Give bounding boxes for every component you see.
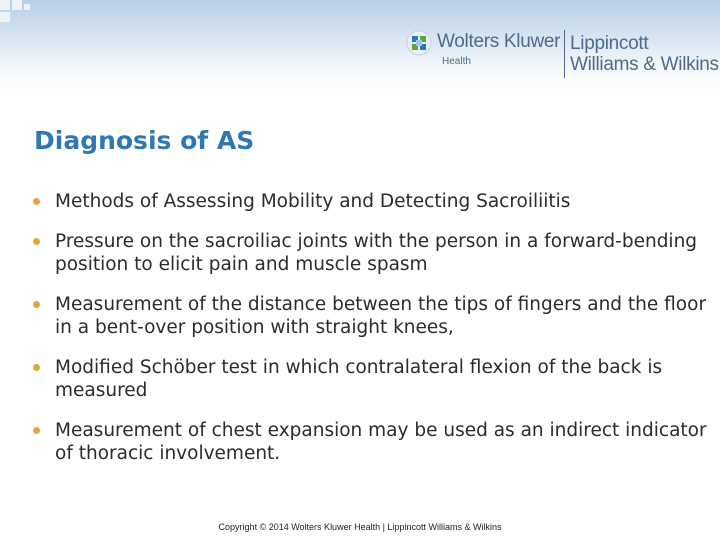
bullet-item — [30, 230, 710, 276]
brand-name: Wolters Kluwer — [437, 31, 561, 52]
bullet-dot-icon — [33, 238, 40, 245]
partner-name-line-1: Lippincott — [570, 33, 649, 54]
wolters-kluwer-logo-icon — [406, 30, 432, 56]
logo-divider — [564, 30, 565, 78]
bullet-dot-icon — [33, 301, 40, 308]
publisher-logo — [406, 28, 718, 80]
bullet-text: Pressure on the sacroiliac joints with the person in a forward-bending position to elicit pain and muscle spasm — [55, 231, 698, 275]
bullet-dot-icon — [33, 198, 40, 205]
bullet-dot-icon — [33, 364, 40, 371]
partner-name-line-2: Williams & Wilkins — [570, 54, 719, 75]
brand-subtitle: Health — [442, 56, 471, 67]
bullet-text: Methods of Assessing Mobility and Detecting Sacroiliitis — [55, 191, 571, 212]
bullet-list — [30, 190, 710, 482]
copyright-footer: Copyright © 2014 Wolters Kluwer Health | Lippincott Williams & Wilkins — [218, 522, 502, 532]
bullet-text: Measurement of the distance between the tips of fingers and the floor in a bent-over position with straight knees, — [55, 294, 707, 338]
bullet-text: Modified Schöber test in which contralateral flexion of the back is measured — [55, 357, 663, 401]
bullet-item — [30, 190, 710, 213]
header-band — [0, 0, 720, 92]
slide-title: Diagnosis of AS — [34, 126, 255, 155]
bullet-dot-icon — [33, 427, 40, 434]
corner-decoration — [0, 0, 40, 30]
bullet-text: Measurement of chest expansion may be used as an indirect indicator of thoracic involvement. — [55, 420, 707, 464]
bullet-item — [30, 419, 710, 465]
bullet-item — [30, 293, 710, 339]
bullet-item — [30, 356, 710, 402]
